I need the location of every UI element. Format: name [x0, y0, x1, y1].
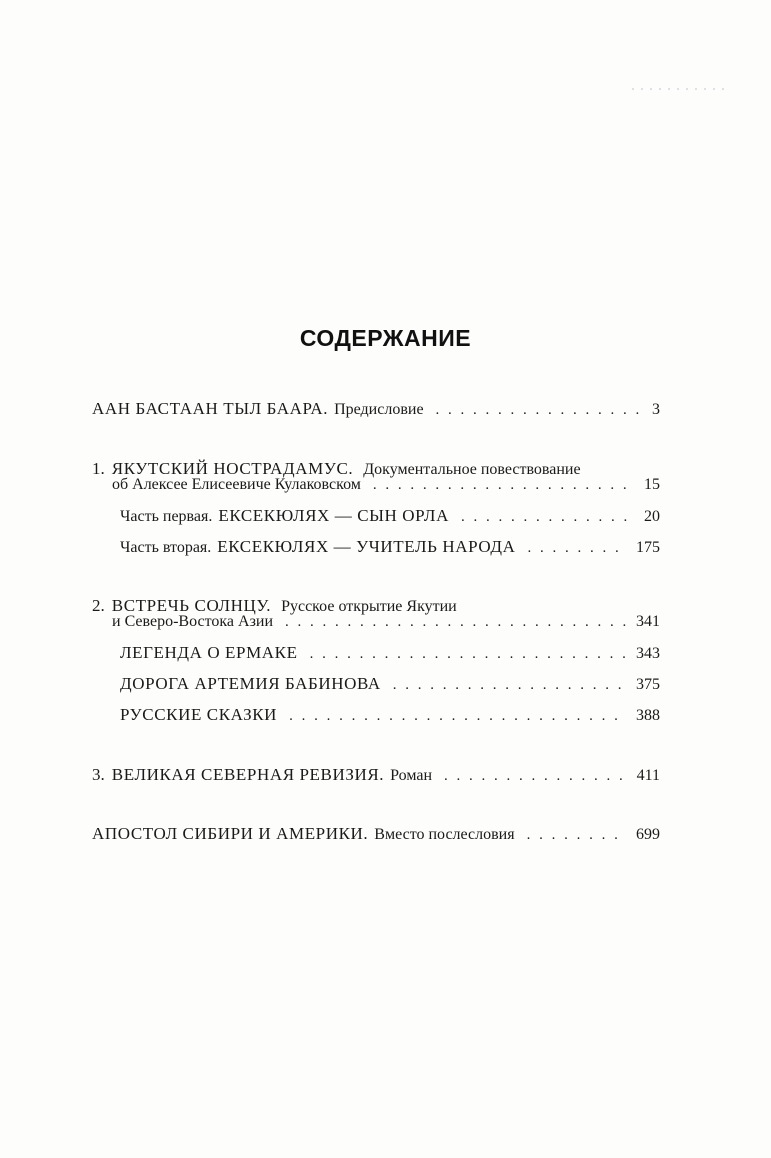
dot-leader — [310, 643, 626, 665]
dot-leader — [289, 705, 626, 727]
entry-subtitle: Роман — [390, 767, 433, 784]
dot-leader — [461, 506, 634, 528]
subentry-prefix: Часть первая. — [120, 508, 213, 525]
subentry-title: ЕКСЕКЮЛЯХ — СЫН ОРЛА — [218, 506, 449, 525]
entry-number: 2. — [92, 596, 105, 615]
toc-subentry-part2-2[interactable] — [120, 673, 660, 695]
page-number: 341 — [636, 613, 660, 630]
entry-title: ВСТРЕЧЬ СОЛНЦУ. — [111, 596, 272, 615]
toc-subentry-part1-2[interactable] — [120, 536, 660, 558]
entry-title: АПОСТОЛ СИБИРИ И АМЕРИКИ. — [92, 824, 369, 843]
entry-number: 3. — [92, 765, 105, 784]
dot-leader — [444, 765, 627, 787]
toc-entry-preface[interactable] — [92, 398, 660, 420]
entry-subtitle-continued: и Северо-Востока Азии — [112, 613, 274, 630]
page-number: 699 — [636, 826, 660, 843]
entry-subtitle: Русское открытие Якутии — [281, 598, 457, 615]
toc-subentry-part1-1[interactable] — [120, 505, 660, 527]
dot-leader — [373, 474, 634, 496]
dot-leader — [436, 399, 642, 421]
entry-subtitle: Предисловие — [334, 401, 424, 418]
subentry-title: ЕКСЕКЮЛЯХ — УЧИТЕЛЬ НАРОДА — [217, 537, 516, 556]
toc-entry-afterword[interactable] — [92, 823, 660, 845]
toc-subentry-part2-1[interactable] — [120, 642, 660, 664]
page-number: 343 — [636, 645, 660, 662]
subentry-title: ЛЕГЕНДА О ЕРМАКЕ — [120, 643, 298, 662]
entry-number: 1. — [92, 459, 105, 478]
toc-entry-part1-continuation[interactable] — [112, 474, 660, 496]
page-number: 375 — [636, 676, 660, 693]
dot-leader — [528, 537, 627, 559]
toc-entry-part3[interactable] — [92, 764, 660, 786]
page-number: 388 — [636, 707, 660, 724]
page-number: 411 — [636, 767, 660, 784]
page-number: 15 — [644, 476, 660, 493]
dot-leader — [527, 824, 626, 846]
toc-entry-part2-continuation[interactable] — [112, 611, 660, 633]
toc-subentry-part2-3[interactable] — [120, 704, 660, 726]
subentry-prefix: Часть вторая. — [120, 539, 212, 556]
entry-title: ВЕЛИКАЯ СЕВЕРНАЯ РЕВИЗИЯ. — [111, 765, 385, 784]
entry-title: ЯКУТСКИЙ НОСТРАДАМУС. — [111, 459, 354, 478]
page-number: 175 — [636, 539, 660, 556]
subentry-title: ДОРОГА АРТЕМИЯ БАБИНОВА — [120, 674, 381, 693]
page-title: СОДЕРЖАНИЕ — [299, 325, 472, 351]
entry-subtitle: Вместо послесловия — [374, 826, 515, 843]
dot-leader — [393, 674, 626, 696]
entry-subtitle-continued: об Алексее Елисеевиче Кулаковском — [112, 476, 361, 493]
entry-subtitle: Документальное повествование — [363, 461, 581, 478]
scan-smudge — [632, 88, 727, 90]
entry-title: ААН БАСТААН ТЫЛ БААРА. — [92, 399, 329, 418]
subentry-title: РУССКИЕ СКАЗКИ — [120, 705, 278, 724]
dot-leader — [285, 611, 626, 633]
page-number: 20 — [644, 508, 660, 525]
page-number: 3 — [652, 401, 660, 418]
